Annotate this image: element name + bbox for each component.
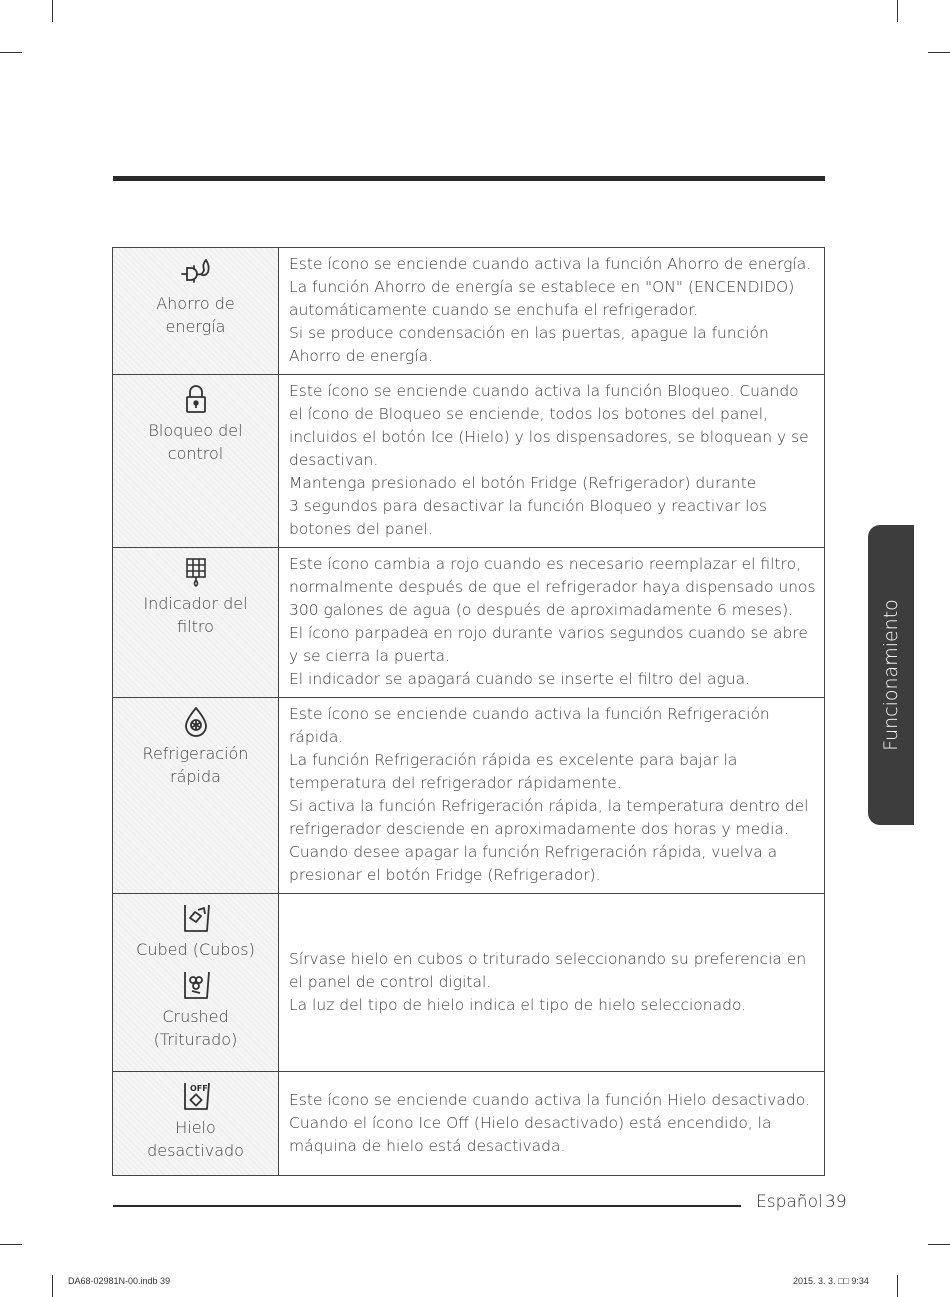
feature-table xyxy=(112,247,825,1176)
description-line: El indicador se apagará cuando se inserte el filtro del agua. xyxy=(289,670,751,688)
feature-label: (Triturado) xyxy=(153,1030,238,1049)
off-label: OFF xyxy=(189,1084,208,1093)
ice-off-cup-icon xyxy=(178,1080,214,1112)
description-cell xyxy=(279,248,825,375)
table-row xyxy=(113,1072,825,1176)
description-line: Si se produce condensación en las puertas, apague la función xyxy=(289,324,769,342)
description-line: Sírvase hielo en cubos o triturado seleccionando su preferencia en xyxy=(289,949,807,968)
energy-saver-plug-icon xyxy=(178,256,214,288)
description-line: Si activa la función Refrigeración rápida, la temperatura dentro del xyxy=(289,797,809,815)
description-line: botones del panel. xyxy=(289,520,433,538)
table-row xyxy=(113,248,825,375)
print-file-info: DA68-02981N-00.indb 39 xyxy=(68,1276,171,1286)
header-rule xyxy=(113,176,825,181)
description-cell xyxy=(279,375,825,548)
description-line: temperatura del refrigerador rápidamente. xyxy=(289,774,622,792)
crop-mark xyxy=(52,0,53,22)
icon-cell xyxy=(113,1072,279,1176)
description-line: La función Refrigeración rápida es excelente para bajar la xyxy=(289,751,738,769)
crop-mark xyxy=(0,1244,22,1245)
description-line: desactivan. xyxy=(289,451,379,469)
feature-label: control xyxy=(167,444,224,463)
description-line: Cuando el ícono Ice Off (Hielo desactivado) está encendido, la xyxy=(289,1113,772,1132)
feature-label: Bloqueo del xyxy=(148,421,243,440)
icon-cell xyxy=(113,375,279,548)
feature-label: energía xyxy=(165,317,226,336)
icon-cell xyxy=(113,548,279,698)
description-line: automáticamente cuando se enchufa el refrigerador. xyxy=(289,301,699,319)
feature-label: filtro xyxy=(177,617,214,636)
table-row xyxy=(113,698,825,894)
crop-mark xyxy=(928,52,950,53)
section-side-tab-label: Funcionamiento xyxy=(880,599,902,751)
feature-label: Indicador del xyxy=(143,594,248,613)
description-line: incluidos el botón Ice (Hielo) y los dispensadores, se bloquean y se xyxy=(289,428,809,446)
feature-label: Crushed xyxy=(162,1007,229,1026)
description-line: Mantenga presionado el botón Fridge (Refrigerador) durante xyxy=(289,474,757,492)
footer-language: Español xyxy=(756,1192,823,1212)
feature-label: Hielo xyxy=(175,1118,216,1137)
feature-label: rápida xyxy=(170,767,221,786)
crushed-ice-cup-icon xyxy=(178,969,214,1001)
description-line: 3 segundos para desactivar la función Bloqueo y reactivar los xyxy=(289,497,767,515)
feature-label: Ahorro de xyxy=(156,294,235,313)
description-cell xyxy=(279,894,825,1072)
description-line: 300 galones de agua (o después de aproximadamente 6 meses). xyxy=(289,601,794,619)
description-line: Este ícono cambia a rojo cuando es necesario reemplazar el filtro, xyxy=(289,555,801,573)
description-line: La función Ahorro de energía se establece en "ON" (ENCENDIDO) xyxy=(289,278,795,296)
description-line: Este ícono se enciende cuando activa la función Ahorro de energía. xyxy=(289,255,812,273)
crop-mark xyxy=(897,0,898,22)
description-line: Este ícono se enciende cuando activa la función Hielo desactivado. xyxy=(289,1090,810,1109)
section-side-tab xyxy=(868,525,914,825)
description-line: Cuando desee apagar la función Refrigeración rápida, vuelva a xyxy=(289,843,778,861)
padlock-icon xyxy=(178,383,214,415)
description-line: normalmente después de que el refrigerador haya dispensado unos xyxy=(289,578,816,596)
description-line: refrigerador desciende en aproximadamente dos horas y media. xyxy=(289,820,789,838)
crop-mark xyxy=(0,52,22,53)
description-line: Este ícono se enciende cuando activa la función Refrigeración xyxy=(289,705,770,723)
icon-cell xyxy=(113,698,279,894)
description-line: Ahorro de energía. xyxy=(289,347,434,365)
table-row xyxy=(113,375,825,548)
feature-label: desactivado xyxy=(147,1141,244,1160)
water-filter-icon xyxy=(178,556,214,588)
page-number: 39 xyxy=(825,1192,847,1212)
description-line: máquina de hielo está desactivada. xyxy=(289,1136,566,1155)
description-line: el ícono de Bloqueo se enciende, todos los botones del panel, xyxy=(289,405,768,423)
crop-mark xyxy=(897,1275,898,1297)
description-cell xyxy=(279,1072,825,1176)
description-line: El ícono parpadea en rojo durante varios segundos cuando se abre xyxy=(289,624,808,642)
description-cell xyxy=(279,698,825,894)
feature-label: Cubed (Cubos) xyxy=(136,940,255,959)
icon-cell xyxy=(113,894,279,1072)
table-row xyxy=(113,894,825,1072)
crop-mark xyxy=(52,1275,53,1297)
table-row xyxy=(113,548,825,698)
description-line: el panel de control digital. xyxy=(289,972,492,991)
description-line: rápida. xyxy=(289,728,344,746)
power-cool-drop-icon xyxy=(178,706,214,738)
feature-label: Refrigeración xyxy=(142,744,249,763)
description-line: La luz del tipo de hielo indica el tipo de hielo seleccionado. xyxy=(289,995,747,1014)
print-date-info: 2015. 3. 3. □□ 9:34 xyxy=(793,1276,869,1286)
icon-cell xyxy=(113,248,279,375)
description-line: presionar el botón Fridge (Refrigerador). xyxy=(289,866,601,884)
crop-mark xyxy=(928,1244,950,1245)
description-cell xyxy=(279,548,825,698)
description-line: y se cierra la puerta. xyxy=(289,647,450,665)
cubed-ice-cup-icon xyxy=(178,902,214,934)
description-line: Este ícono se enciende cuando activa la función Bloqueo. Cuando xyxy=(289,382,799,400)
footer-rule xyxy=(113,1205,741,1207)
